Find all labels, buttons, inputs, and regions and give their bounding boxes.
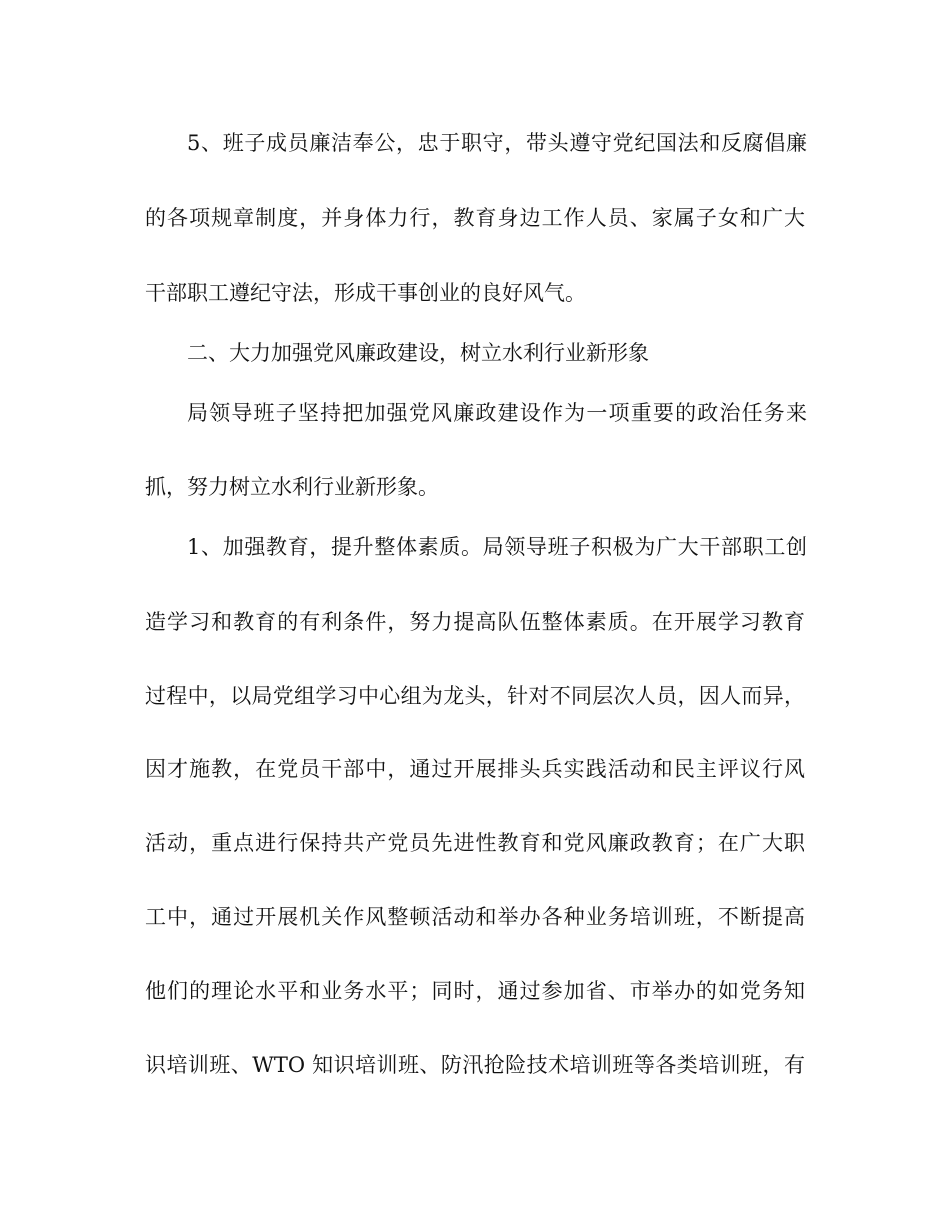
paragraph-1-line-2: 造学习和教育的有利条件，努力提高队伍整体素质。在开展学习教育 <box>145 610 805 634</box>
paragraph-5-line-2: 的各项规章制度，并身体力行，教育身边工作人员、家属子女和广大 <box>145 206 805 230</box>
paragraph-intro-line-1: 局领导班子坚持把加强党风廉政建设作为一项重要的政治任务来 <box>187 401 807 425</box>
paragraph-1-line-4: 因才施教，在党员干部中，通过开展排头兵实践活动和民主评议行风 <box>145 757 805 781</box>
paragraph-1-line-5: 活动，重点进行保持共产党员先进性教育和党风廉政教育；在广大职 <box>145 831 805 855</box>
section-heading-2: 二、大力加强党风廉政建设，树立水利行业新形象 <box>187 341 649 365</box>
paragraph-1-line-8: 识培训班、WTO 知识培训班、防汛抢险技术培训班等各类培训班，有 <box>145 1053 805 1077</box>
paragraph-intro-line-2: 抓，努力树立水利行业新形象。 <box>145 475 439 499</box>
paragraph-5-line-3: 干部职工遵纪守法，形成干事创业的良好风气。 <box>145 281 586 305</box>
paragraph-1-line-3: 过程中，以局党组学习中心组为龙头，针对不同层次人员，因人而异， <box>145 684 805 708</box>
paragraph-1-line-1: 1、加强教育，提升整体素质。局领导班子积极为广大干部职工创 <box>187 535 807 559</box>
paragraph-1-line-7: 他们的理论水平和业务水平；同时，通过参加省、市举办的如党务知 <box>145 979 805 1003</box>
paragraph-1-line-6: 工中，通过开展机关作风整顿活动和举办各种业务培训班，不断提高 <box>145 905 805 929</box>
paragraph-5-line-1: 5、班子成员廉洁奉公，忠于职守，带头遵守党纪国法和反腐倡廉 <box>187 131 807 155</box>
